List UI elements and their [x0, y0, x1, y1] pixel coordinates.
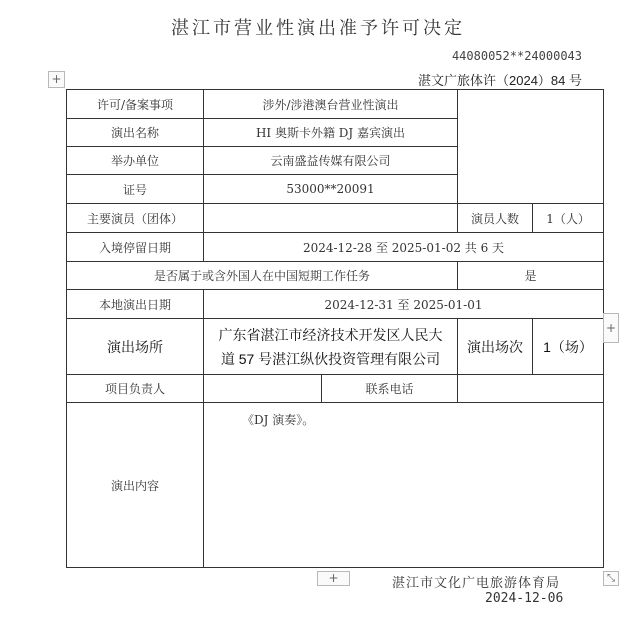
- phone-label: 联系电话: [322, 375, 458, 403]
- performer-count-value[interactable]: 1（人）: [533, 204, 604, 233]
- manager-label: 项目负责人: [67, 375, 204, 403]
- content-value[interactable]: 《DJ 演奏》。: [204, 403, 604, 568]
- add-row-button[interactable]: +: [317, 571, 350, 586]
- local-dates-label: 本地演出日期: [67, 290, 204, 319]
- performers-value[interactable]: [204, 204, 458, 233]
- license-type-label: 许可/备案事项: [67, 90, 204, 119]
- add-column-button[interactable]: +: [603, 313, 619, 343]
- organizer-label: 举办单位: [67, 147, 204, 175]
- permit-table: [66, 89, 604, 568]
- sessions-label: 演出场次: [458, 319, 533, 375]
- stay-label: 入境停留日期: [67, 233, 204, 262]
- local-dates-value[interactable]: 2024-12-31 至 2025-01-01: [204, 290, 604, 319]
- short-term-value[interactable]: 是: [458, 262, 604, 290]
- venue-line-1: 广东省湛江市经济技术开发区人民大: [218, 326, 443, 343]
- phone-value[interactable]: [458, 375, 604, 403]
- venue-line-2: 道 57 号湛江纵伙投资管理有限公司: [220, 350, 441, 367]
- cert-label: 证号: [67, 175, 204, 204]
- permit-number: 湛文广旅体许（2024）84 号: [418, 73, 582, 88]
- show-name-value[interactable]: HI 奥斯卡外籍 DJ 嘉宾演出: [204, 119, 458, 147]
- show-name-label: 演出名称: [67, 119, 204, 147]
- license-type-value[interactable]: 涉外/涉港澳台营业性演出: [204, 90, 458, 119]
- table-row: [67, 90, 604, 119]
- sessions-value[interactable]: 1（场）: [533, 319, 604, 375]
- content-label: 演出内容: [67, 403, 204, 568]
- page-title: 湛江市营业性演出准予许可决定: [171, 18, 465, 39]
- table-row: [67, 375, 604, 403]
- table-row: [67, 233, 604, 262]
- table-row: [67, 403, 604, 568]
- table-row: [67, 262, 604, 290]
- table-row: [67, 290, 604, 319]
- venue-value[interactable]: [204, 319, 458, 375]
- manager-value[interactable]: [204, 375, 322, 403]
- issue-date: 2024-12-06: [485, 591, 564, 606]
- performer-count-label: 演员人数: [458, 204, 533, 233]
- table-move-handle[interactable]: +: [48, 71, 65, 88]
- cert-value[interactable]: 53000**20091: [204, 175, 458, 204]
- short-term-label: 是否属于或含外国人在中国短期工作任务: [67, 262, 458, 290]
- issuing-organization: 湛江市文化广电旅游体育局: [392, 576, 561, 591]
- venue-label: 演出场所: [67, 319, 204, 375]
- organizer-value[interactable]: 云南盛益传媒有限公司: [204, 147, 458, 175]
- document-number: 44080052**24000043: [451, 49, 582, 63]
- table-row: [67, 319, 604, 375]
- table-resize-icon[interactable]: ⤡: [603, 571, 619, 586]
- table-row: [67, 204, 604, 233]
- performers-label: 主要演员（团体）: [67, 204, 204, 233]
- stay-value[interactable]: 2024-12-28 至 2025-01-02 共 6 天: [204, 233, 604, 262]
- blank-cell[interactable]: [458, 90, 604, 204]
